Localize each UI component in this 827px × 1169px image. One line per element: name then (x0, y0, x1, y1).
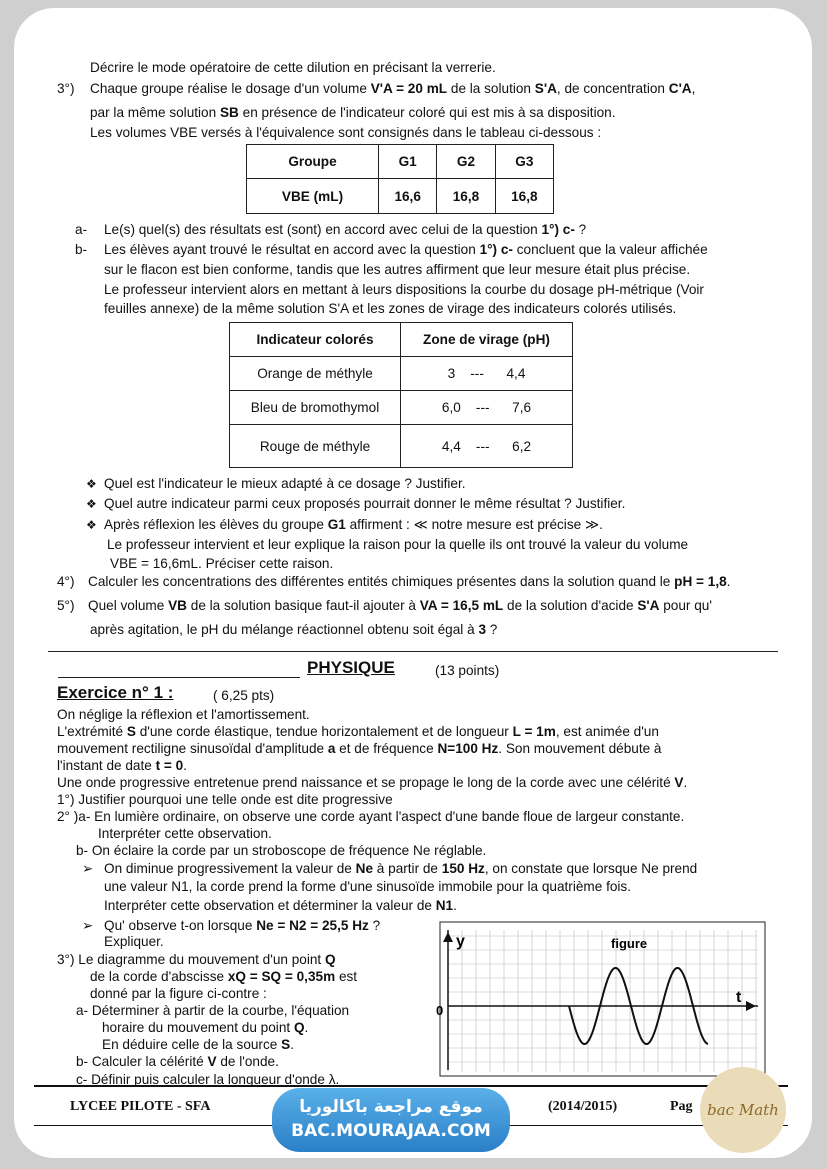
physique-points: (13 points) (435, 663, 500, 678)
q5-line2: après agitation, le pH du mélange réactionnel obtenu soit égal à 3 ? (90, 622, 498, 637)
q3a-line2: horaire du mouvement du point Q. (102, 1020, 309, 1035)
table-cell: 4,4 --- 6,2 (401, 425, 573, 468)
site-badge[interactable] (272, 1088, 510, 1152)
table-cell: Bleu de bromothymol (230, 391, 401, 425)
qb-number: b- (75, 242, 88, 257)
bacmath-logo: bac Math (700, 1067, 786, 1153)
table-header: Groupe (247, 145, 379, 179)
q5-number: 5°) (57, 598, 75, 613)
table-cell: 3 --- 4,4 (401, 357, 573, 391)
para-line: l'instant de date t = 0. (57, 758, 187, 773)
table-header: G1 (379, 145, 437, 179)
footer-year: (2014/2015) (548, 1099, 618, 1114)
phys-q2a: 2° )a- En lumière ordinaire, on observe une corde ayant l'aspect d'une bande floue de largeur constante. (57, 809, 685, 824)
indicators-table (229, 322, 573, 468)
volumes-table (246, 144, 554, 214)
arrow-bullet-icon: ➢ (82, 861, 94, 876)
phys-q2a-cont: Interpréter cette observation. (98, 826, 272, 841)
dilution-line: Décrire le mode opératoire de cette dilution en précisant la verrerie. (90, 60, 496, 75)
table-cell: Rouge de méthyle (230, 425, 401, 468)
table-row-label: VBE (mL) (247, 179, 379, 214)
motion-diagram-figure (436, 920, 770, 1080)
strobe-line1: On diminue progressivement la valeur de Ne à partir de 150 Hz, on constate que lorsque Ne prend (104, 861, 698, 876)
q3b-line: b- Calculer la célérité V de l'onde. (76, 1054, 279, 1069)
q3-phys-line1: 3°) Le diagramme du mouvement d'un point Q (57, 952, 336, 967)
badge-arabic-text: موقع مراجعة باكالوريا (299, 1097, 483, 1117)
table-cell: 6,0 --- 7,6 (401, 391, 573, 425)
physique-title: PHYSIQUE (307, 658, 395, 677)
table-cell: 16,8 (437, 179, 495, 214)
qa-line: Le(s) quel(s) des résultats est (sont) en accord avec celui de la question 1°) c- ? (104, 222, 587, 237)
para-line: Une onde progressive entretenue prend naissance et se propage le long de la corde avec une célérité V. (57, 775, 688, 790)
para-line: L'extrémité S d'une corde élastique, tendue horizontalement et de longueur L = 1m, est animée d'un (57, 724, 659, 739)
section-divider (48, 651, 778, 652)
table-cell: 16,6 (379, 179, 437, 214)
q3-line2: par la même solution SB en présence de l'indicateur coloré qui est mis à sa disposition. (90, 105, 616, 120)
table-header: Zone de virage (pH) (401, 323, 573, 357)
bullet-line3: Après réflexion les élèves du groupe G1 affirment : ≪ notre mesure est précise ≫. (104, 517, 603, 532)
qb-line2: sur le flacon est bien conforme, tandis que les autres affirment que leur mesure était plus précise. (104, 262, 691, 277)
q3a-line3: En déduire celle de la source S. (102, 1037, 294, 1052)
q3-number: 3°) (57, 81, 75, 96)
strobe-line2: une valeur N1, la corde prend la forme d'une sinusoïde immobile pour la quatrième fois. (104, 879, 631, 894)
bullet-line2: Quel autre indicateur parmi ceux proposés pourrait donner le même résultat ? Justifier. (104, 496, 626, 511)
footer-page: Pag (670, 1099, 693, 1114)
q4-line: Calculer les concentrations des différentes entités chimiques présentes dans la solution quand le pH = 1,8. (88, 574, 731, 589)
para-line: mouvement rectiligne sinusoïdal d'amplitude a et de fréquence N=100 Hz. Son mouvement débute à (57, 741, 662, 756)
strobe-q2: Qu' observe t-on lorsque Ne = N2 = 25,5 Hz ? (104, 918, 381, 933)
qa-number: a- (75, 222, 88, 237)
table-header: Indicateur colorés (230, 323, 401, 357)
table-header: G2 (437, 145, 495, 179)
origin-label: 0 (436, 1003, 444, 1018)
bullet-line3-cont: Le professeur intervient et leur explique la raison pour la quelle ils ont trouvé la valeur du volume (107, 537, 689, 552)
bullet-line3-cont2: VBE = 16,6mL. Préciser cette raison. (110, 556, 334, 571)
q3-line3: Les volumes VBE versés à l'équivalence sont consignés dans le tableau ci-dessous : (90, 125, 602, 140)
title-underline-left (58, 677, 300, 678)
footer-school: LYCEE PILOTE - SFA (70, 1099, 211, 1114)
q3-phys-line3: donné par la figure ci-contre : (90, 986, 267, 1001)
table-cell: 16,8 (495, 179, 553, 214)
table-header: G3 (495, 145, 553, 179)
arrow-bullet-icon: ➢ (82, 918, 94, 933)
qb-line4: feuilles annexe) de la même solution S'A et les zones de virage des indicateurs colorés utilisés. (104, 301, 677, 316)
table-cell: Orange de méthyle (230, 357, 401, 391)
q3a-line1: a- Déterminer à partir de la courbe, l'équation (76, 1003, 350, 1018)
qb-line1: Les élèves ayant trouvé le résultat en accord avec la question 1°) c- concluent que la valeur affichée (104, 242, 708, 257)
badge-url[interactable]: BAC.MOURAJAA.COM (291, 1121, 491, 1141)
strobe-line3: Interpréter cette observation et déterminer la valeur de N1. (104, 898, 457, 913)
diamond-bullet-icon: ❖ (86, 477, 97, 491)
q3c-line: c- Définir puis calculer la longueur d'onde λ. (76, 1072, 340, 1087)
y-axis-label: y (456, 933, 465, 950)
strobe-q2-cont: Expliquer. (104, 934, 164, 949)
t-axis-label: t (736, 989, 742, 1006)
q4-number: 4°) (57, 574, 75, 589)
diamond-bullet-icon: ❖ (86, 497, 97, 511)
phys-q2b: b- On éclaire la corde par un stroboscope de fréquence Ne réglable. (76, 843, 487, 858)
qb-line3: Le professeur intervient alors en mettant à leurs dispositions la courbe du dosage pH-métrique (Voir (104, 282, 704, 297)
figure-label: figure (611, 936, 648, 951)
q3-phys-line2: de la corde d'abscisse xQ = SQ = 0,35m est (90, 969, 358, 984)
para-line: On néglige la réflexion et l'amortissement. (57, 707, 310, 722)
bullet-line1: Quel est l'indicateur le mieux adapté à ce dosage ? Justifier. (104, 476, 466, 491)
diamond-bullet-icon: ❖ (86, 518, 97, 532)
q5-line1: Quel volume VB de la solution basique faut-il ajouter à VA = 16,5 mL de la solution d'acide S'A pour qu' (88, 598, 712, 613)
exercise-title: Exercice n° 1 : (57, 683, 174, 702)
phys-q1: 1°) Justifier pourquoi une telle onde est dite progressive (57, 792, 393, 807)
exercise-points: ( 6,25 pts) (213, 688, 275, 703)
q3-line1: Chaque groupe réalise le dosage d'un volume V'A = 20 mL de la solution S'A, de concentration C'A, (90, 81, 696, 96)
